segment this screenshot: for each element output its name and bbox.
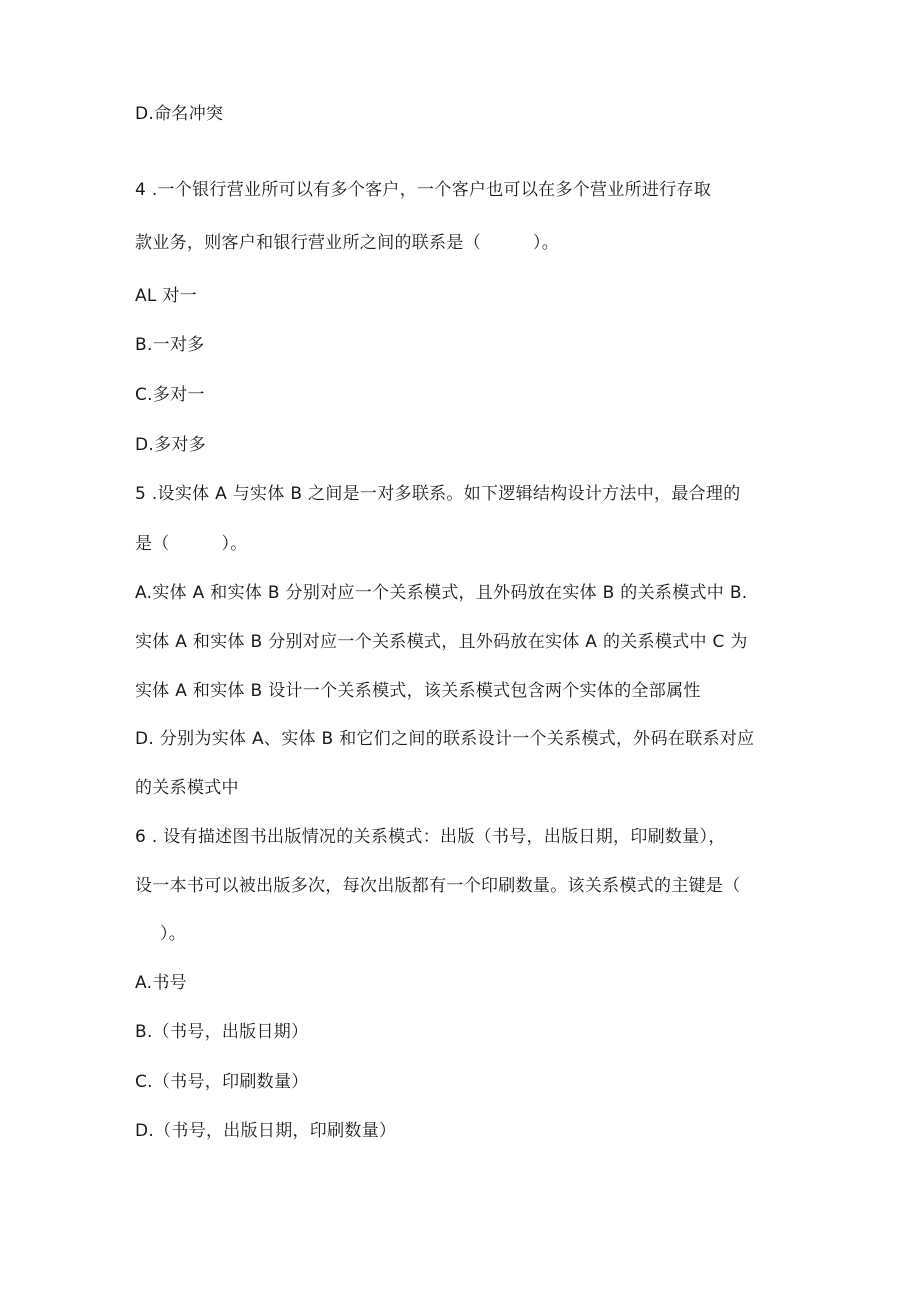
q4-stem-line1: 4 .一个银行营业所可以有多个客户，一个客户也可以在多个营业所进行存取	[135, 180, 712, 200]
q5-stem-line1: 5 .设实体 A 与实体 B 之间是一对多联系。如下逻辑结构设计方法中，最合理的	[135, 484, 741, 504]
q4-option-b: B.一对多	[135, 335, 205, 355]
q6-stem-line2: 设一本书可以被出版多次，每次出版都有一个印刷数量。该关系模式的主键是（	[135, 876, 741, 896]
q5-stem-line2: 是（ ）。	[135, 534, 248, 554]
q3-option-d: D.命名冲突	[135, 104, 224, 124]
q6-stem-line3: ）。	[160, 924, 187, 944]
q4-stem-line2: 款业务，则客户和银行营业所之间的联系是（ ）。	[135, 233, 559, 253]
q6-option-b: B.（书号，出版日期）	[135, 1022, 309, 1042]
q5-option-d-line2: 的关系模式中	[135, 778, 239, 798]
q5-option-d-line1: D. 分别为实体 A、实体 B 和它们之间的联系设计一个关系模式，外码在联系对应	[135, 729, 755, 749]
q5-options-line2: 实体 A 和实体 B 分别对应一个关系模式，且外码放在实体 A 的关系模式中 C 为	[135, 632, 748, 652]
q6-stem-line1: 6 . 设有描述图书出版情况的关系模式：出版（书号，出版日期，印刷数量），	[135, 827, 726, 847]
q6-option-a: A.书号	[135, 973, 187, 993]
q4-option-a: AL 对一	[135, 286, 198, 306]
q5-options-line1: A.实体 A 和实体 B 分别对应一个关系模式，且外码放在实体 B 的关系模式中 B.	[135, 583, 748, 603]
q5-options-line3: 实体 A 和实体 B 设计一个关系模式，该关系模式包含两个实体的全部属性	[135, 681, 701, 701]
q4-option-c: C.多对一	[135, 385, 205, 405]
q6-option-d: D.（书号，出版日期，印刷数量）	[135, 1121, 397, 1141]
q4-option-d: D.多对多	[135, 435, 206, 455]
q6-option-c: C.（书号，印刷数量）	[135, 1072, 309, 1092]
